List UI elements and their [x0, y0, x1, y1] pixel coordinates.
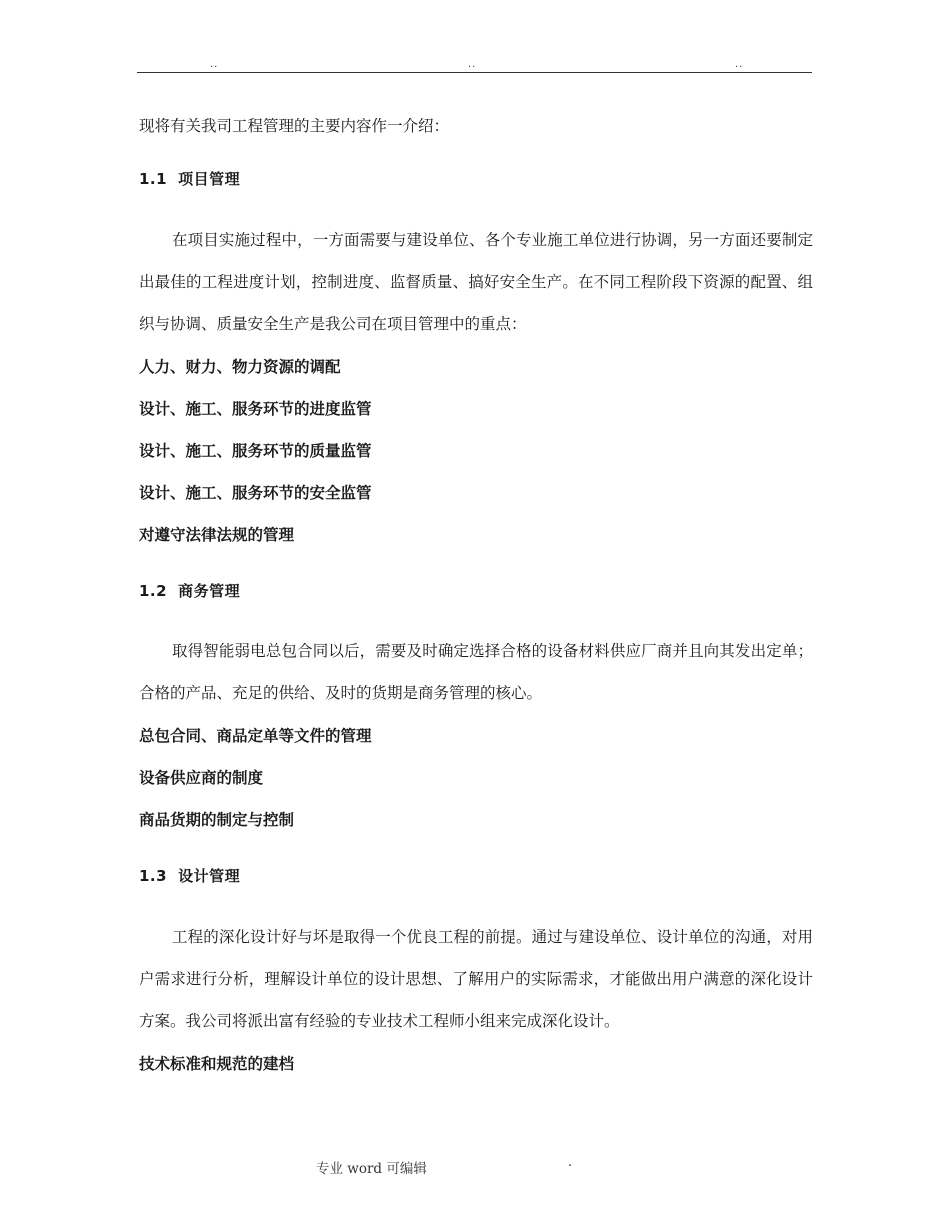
list-item: 设备供应商的制度 [139, 769, 264, 787]
list-item: 技术标准和规范的建档 [139, 1055, 295, 1073]
section-heading-1-2 [139, 581, 240, 601]
footer-text: 专业 word 可编辑 [316, 1161, 427, 1177]
list-item: 设计、施工、服务环节的安全监管 [139, 484, 372, 502]
list-item: 设计、施工、服务环节的进度监管 [139, 400, 372, 418]
list-item: 设计、施工、服务环节的质量监管 [139, 442, 372, 460]
header-mark-right: .. [735, 59, 744, 70]
list-item: 总包合同、商品定单等文件的管理 [139, 727, 372, 745]
intro-text: 现将有关我司工程管理的主要内容作一介绍： [139, 117, 450, 135]
section-paragraph-1-2: 取得智能弱电总包合同以后，需要及时确定选择合格的设备材料供应厂商并且向其发出定单；合格的产品、充足的供给、及时的货期是商务管理的核心。 [139, 642, 813, 702]
section-title: 商务管理 [178, 582, 241, 600]
section-paragraph-1-1: 在项目实施过程中，一方面需要与建设单位、各个专业施工单位进行协调，另一方面还要制定出最佳的工程进度计划，控制进度、监督质量、搞好安全生产。在不同工程阶段下资源的配置、组织与协调、质量安全生产是我公司在项目管理中的重点： [139, 231, 813, 333]
footer-dot: . [568, 1155, 573, 1170]
header-mark-center: .. [468, 59, 477, 70]
section-number: 1.2 [139, 582, 168, 600]
list-item: 对遵守法律法规的管理 [139, 526, 295, 544]
list-item: 商品货期的制定与控制 [139, 811, 295, 829]
section-number: 1.3 [139, 867, 168, 885]
section-title: 项目管理 [178, 170, 241, 188]
header-rule [137, 72, 812, 73]
section-number: 1.1 [139, 170, 168, 188]
header-mark-left: .. [210, 59, 219, 70]
list-item: 人力、财力、物力资源的调配 [139, 358, 341, 376]
section-heading-1-1 [139, 169, 240, 189]
section-heading-1-3 [139, 866, 240, 886]
section-paragraph-1-3: 工程的深化设计好与坏是取得一个优良工程的前提。通过与建设单位、设计单位的沟通，对用户需求进行分析，理解设计单位的设计思想、了解用户的实际需求，才能做出用户满意的深化设计方案。我公司将派出富有经验的专业技术工程师小组来完成深化设计。 [139, 928, 813, 1030]
section-title: 设计管理 [178, 867, 241, 885]
